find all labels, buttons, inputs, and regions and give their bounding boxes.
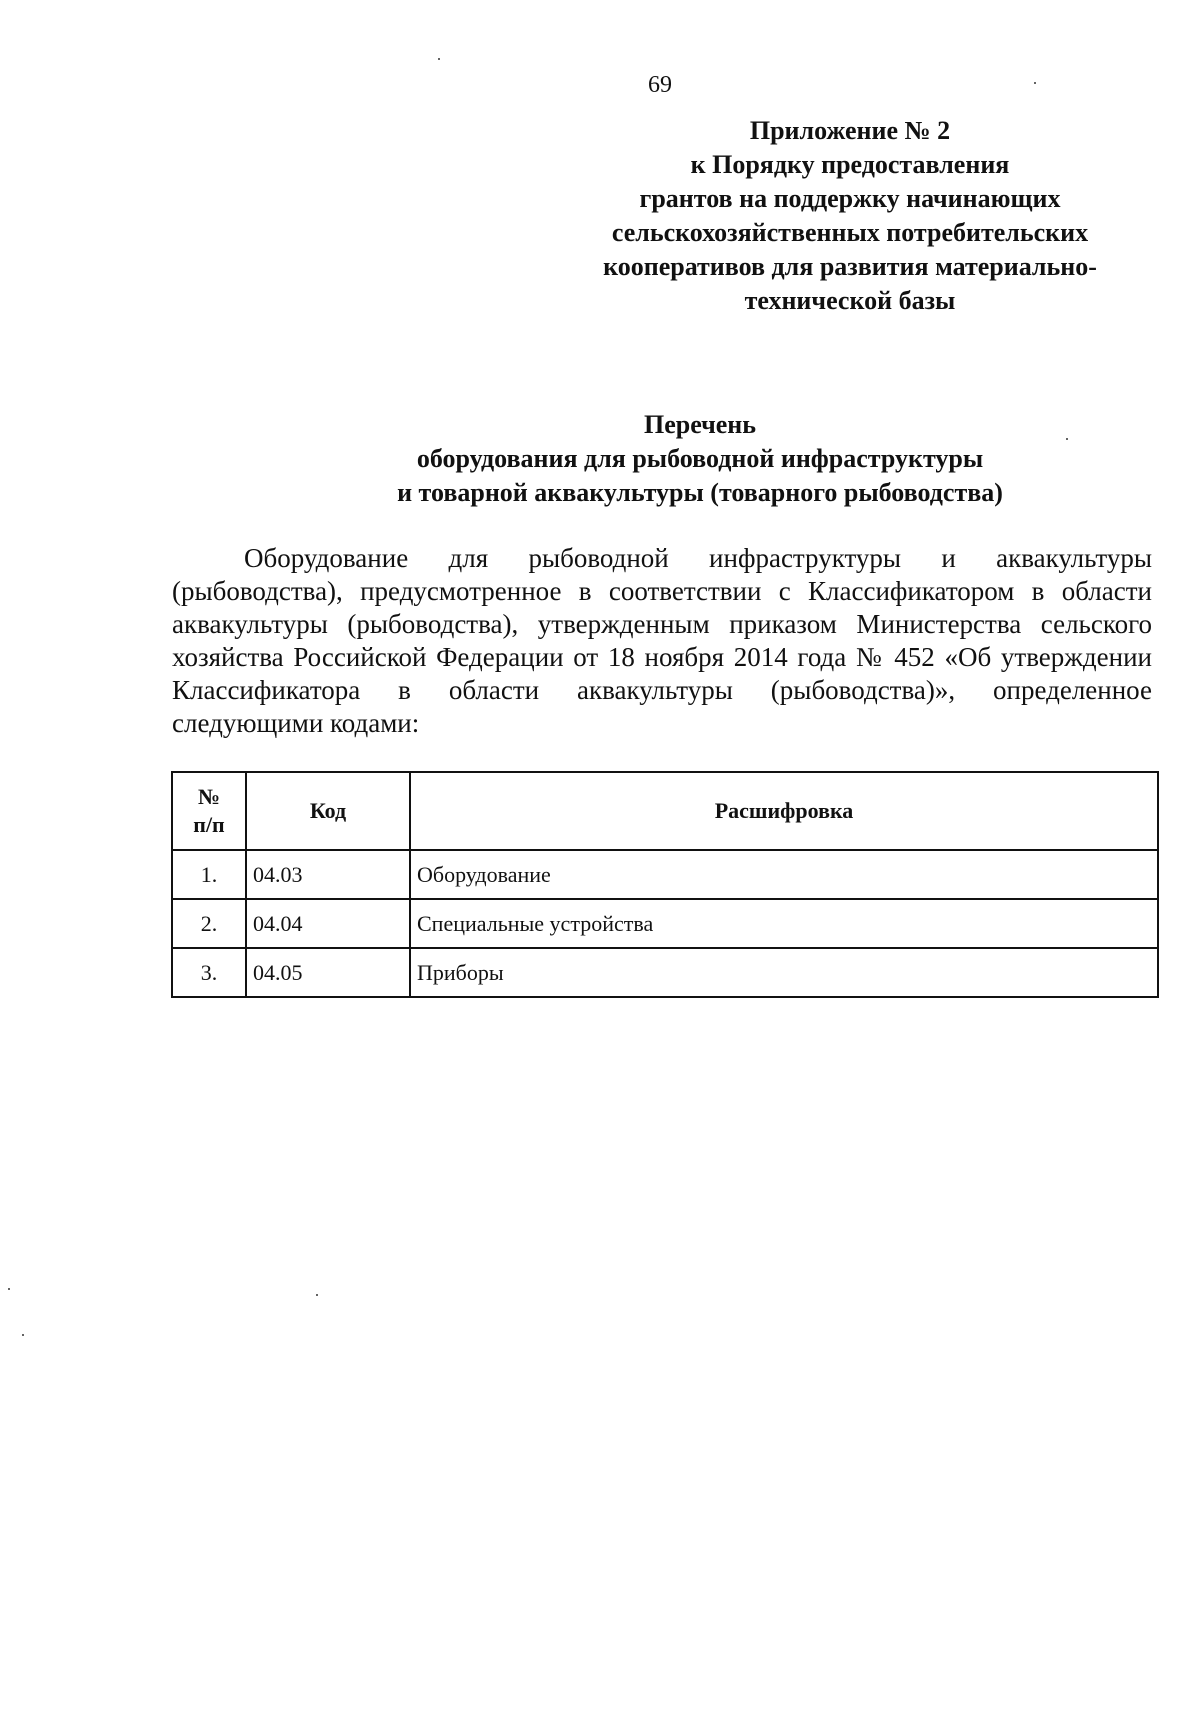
appendix-line: сельскохозяйственных потребительских — [611, 218, 1089, 247]
table-header-row — [172, 772, 1158, 850]
cell-description: Оборудование — [410, 850, 1158, 899]
appendix-line: к Порядку предоставления — [690, 150, 1010, 179]
cell-num: 3. — [172, 948, 246, 997]
scan-speck — [1066, 438, 1068, 440]
header-num — [172, 772, 246, 850]
header-num-line2: п/п — [193, 812, 225, 837]
header-code: Код — [246, 772, 410, 850]
cell-code: 04.05 — [246, 948, 410, 997]
scan-speck — [22, 1334, 24, 1336]
header-num-line1: № — [197, 784, 221, 809]
document-title — [300, 408, 1100, 510]
title-line: Перечень — [643, 410, 757, 439]
scan-speck — [316, 1294, 318, 1296]
appendix-line: кооперативов для развития материально- — [603, 252, 1097, 281]
cell-description: Специальные устройства — [410, 899, 1158, 948]
scan-speck — [8, 1288, 10, 1290]
cell-code: 04.03 — [246, 850, 410, 899]
appendix-line: Приложение № 2 — [749, 116, 951, 145]
cell-num: 1. — [172, 850, 246, 899]
appendix-line: технической базы — [744, 286, 956, 315]
header-description: Расшифровка — [410, 772, 1158, 850]
appendix-header — [560, 114, 1140, 318]
appendix-line: грантов на поддержку начинающих — [639, 184, 1061, 213]
table-row — [172, 850, 1158, 899]
cell-code: 04.04 — [246, 899, 410, 948]
table-row — [172, 948, 1158, 997]
title-line: и товарной аквакультуры (товарного рыбоводства) — [397, 478, 1003, 507]
title-line: оборудования для рыбоводной инфраструктуры — [416, 444, 984, 473]
table-row — [172, 899, 1158, 948]
codes-table — [171, 771, 1159, 998]
intro-paragraph: Оборудование для рыбоводной инфраструктуры и аквакультуры (рыбоводства), предусмотренное в соответствии с Классификатором в области аквакультуры (рыбоводства), утвержденным приказом Министерства сельского хозяйства Российской Федерации от 18 ноября 2014 года № 452 «Об утверждении Классификатора в области аквакультуры (рыбоводства)», определенное следующими кодами: — [172, 543, 1152, 738]
page-number: 69 — [648, 72, 672, 98]
scan-speck — [1034, 82, 1036, 84]
cell-num: 2. — [172, 899, 246, 948]
cell-description: Приборы — [410, 948, 1158, 997]
scan-speck — [438, 58, 440, 60]
